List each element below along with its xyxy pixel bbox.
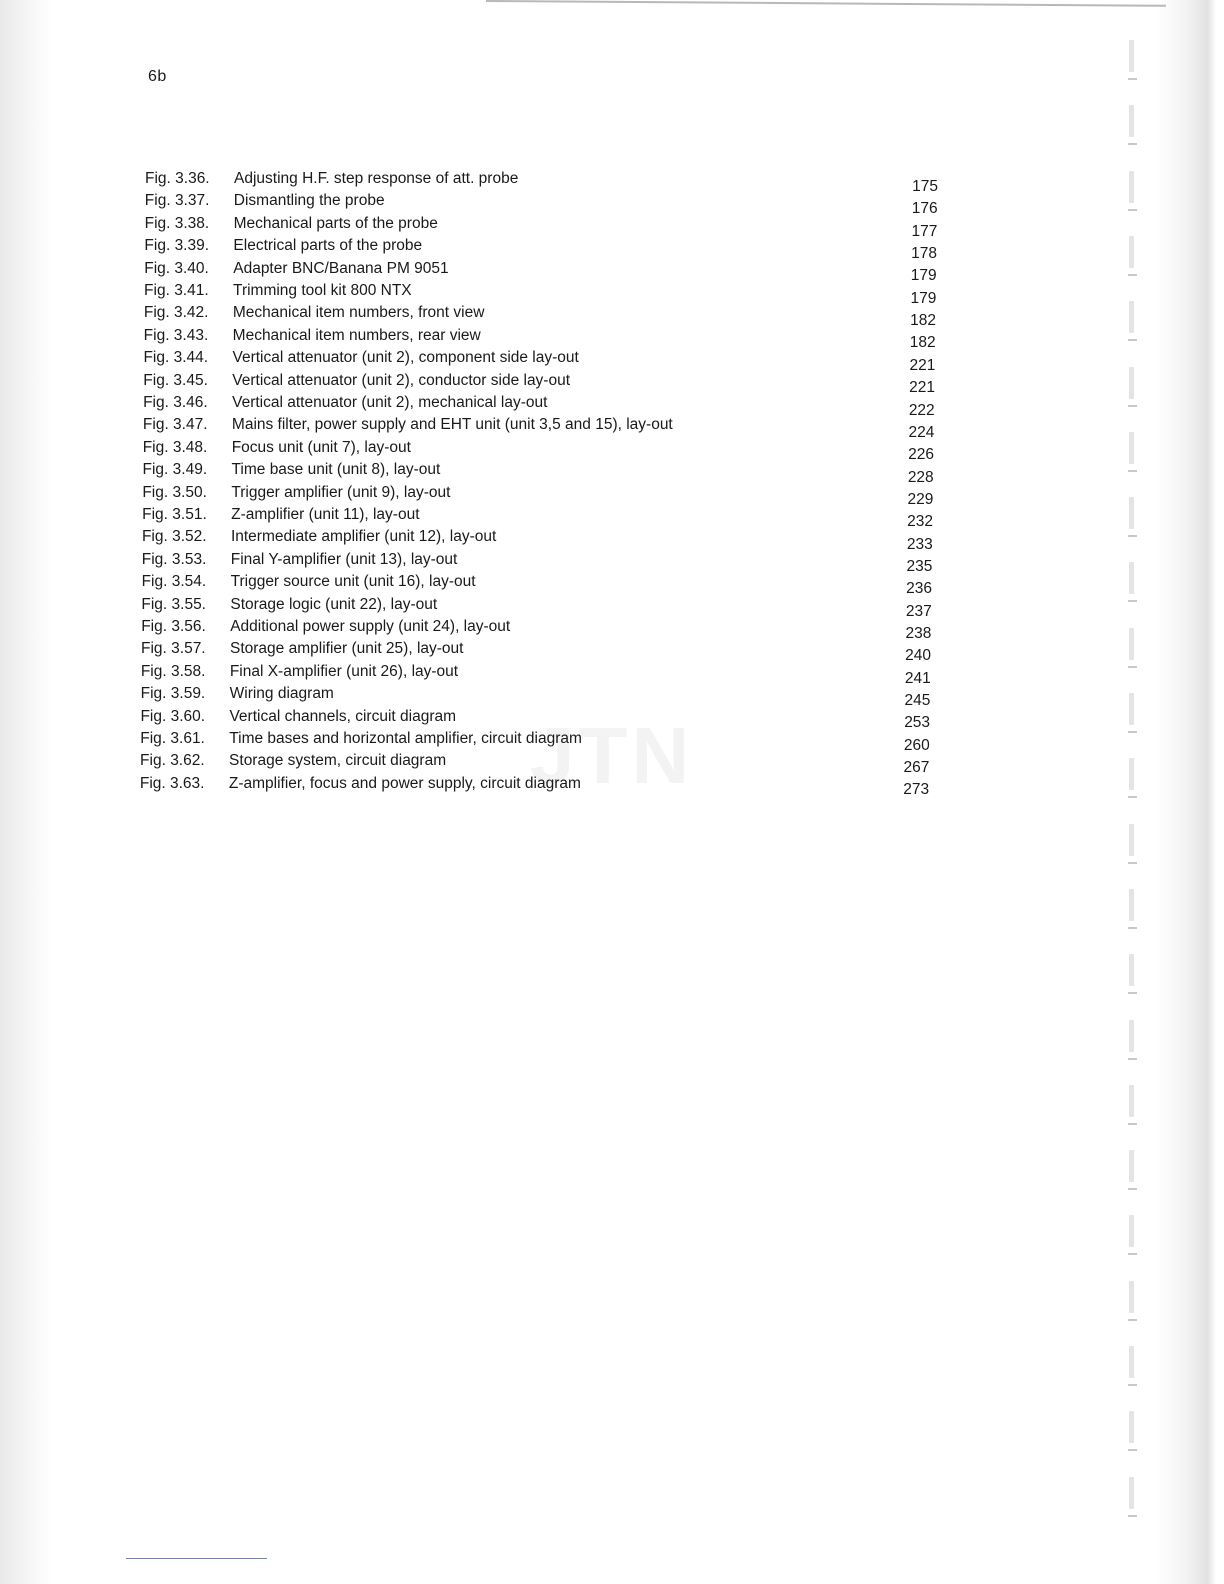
binding-hole-mark bbox=[1122, 171, 1142, 215]
figure-number: Fig. 3.61. bbox=[140, 730, 205, 747]
figure-page-number: 233 bbox=[906, 535, 933, 553]
figure-title: Dismantling the probe bbox=[233, 192, 385, 210]
figure-list-item bbox=[141, 571, 1142, 598]
binding-tick bbox=[1128, 927, 1137, 929]
figure-title: Z-amplifier (unit 11), lay-out bbox=[231, 506, 420, 523]
figure-page-number: 238 bbox=[905, 625, 932, 642]
figure-number: Fig. 3.57. bbox=[141, 640, 206, 658]
binding-hole bbox=[1129, 1281, 1134, 1313]
binding-hole-mark bbox=[1122, 1085, 1142, 1129]
figure-title: Trigger source unit (unit 16), lay-out bbox=[230, 573, 476, 591]
binding-hole bbox=[1129, 628, 1134, 660]
binding-marks bbox=[1122, 40, 1142, 1560]
figure-page-number: 245 bbox=[904, 692, 931, 710]
figure-number: Fig. 3.47. bbox=[142, 416, 208, 434]
binding-tick bbox=[1128, 405, 1137, 407]
figure-number: Fig. 3.44. bbox=[143, 349, 209, 367]
figure-title: Storage system, circuit diagram bbox=[229, 752, 447, 770]
figure-list-item bbox=[144, 280, 1144, 307]
binding-hole-mark bbox=[1122, 1215, 1142, 1259]
watermark: JTN bbox=[530, 711, 694, 800]
binding-hole bbox=[1129, 1215, 1134, 1247]
binding-hole-mark bbox=[1122, 954, 1142, 998]
figure-number: Fig. 3.62. bbox=[140, 752, 205, 770]
figure-page-number: 260 bbox=[903, 736, 930, 754]
figure-page-number: 235 bbox=[906, 557, 933, 575]
binding-hole bbox=[1129, 301, 1134, 333]
figure-page-number: 179 bbox=[910, 289, 937, 307]
binding-hole bbox=[1129, 758, 1134, 790]
binding-hole-mark bbox=[1122, 628, 1142, 672]
binding-tick bbox=[1128, 1515, 1137, 1517]
figure-title: Vertical attenuator (unit 2), conductor side lay-out bbox=[232, 371, 571, 389]
figure-list-item bbox=[144, 258, 1144, 285]
figure-list-item bbox=[141, 526, 1142, 553]
binding-tick bbox=[1128, 1384, 1137, 1386]
figure-list-item bbox=[141, 638, 1141, 665]
figure-page-number: 228 bbox=[907, 468, 934, 486]
binding-hole bbox=[1129, 432, 1134, 464]
footnote-rule bbox=[126, 1558, 267, 1559]
figure-number: Fig. 3.50. bbox=[142, 483, 207, 501]
binding-hole bbox=[1129, 105, 1134, 137]
binding-tick bbox=[1128, 1188, 1137, 1190]
figure-title: Additional power supply (unit 24), lay-out bbox=[230, 618, 511, 635]
figure-list-item bbox=[139, 773, 1140, 799]
binding-hole bbox=[1129, 693, 1134, 725]
figure-page-number: 222 bbox=[908, 401, 935, 419]
figure-number: Fig. 3.46. bbox=[143, 394, 208, 411]
page-edge-shadow-left bbox=[0, 0, 52, 1584]
binding-hole-mark bbox=[1122, 889, 1142, 933]
figure-list-item bbox=[142, 482, 1142, 508]
binding-hole bbox=[1129, 1085, 1134, 1117]
binding-tick bbox=[1128, 78, 1137, 80]
binding-hole-mark bbox=[1122, 562, 1142, 606]
figure-list-item bbox=[142, 459, 1143, 486]
figure-title: Final Y-amplifier (unit 13), lay-out bbox=[230, 550, 458, 568]
figure-number: Fig. 3.54. bbox=[141, 573, 207, 591]
figure-number: Fig. 3.58. bbox=[140, 662, 206, 680]
figure-title: Mechanical item numbers, rear view bbox=[232, 326, 481, 344]
figure-number: Fig. 3.42. bbox=[143, 304, 209, 322]
figure-list-item bbox=[143, 302, 1144, 330]
figure-title: Time bases and horizontal amplifier, circuit diagram bbox=[229, 730, 582, 747]
figure-list-item bbox=[143, 392, 1143, 419]
figure-title: Time base unit (unit 8), lay-out bbox=[231, 461, 441, 479]
binding-hole bbox=[1129, 1346, 1134, 1378]
binding-tick bbox=[1128, 1058, 1137, 1060]
figure-list-item bbox=[143, 347, 1143, 374]
figure-page-number: 253 bbox=[904, 714, 931, 732]
binding-tick bbox=[1128, 992, 1137, 994]
figure-page-number: 232 bbox=[907, 513, 934, 531]
figure-title: Storage amplifier (unit 25), lay-out bbox=[230, 640, 464, 658]
binding-hole bbox=[1129, 824, 1134, 856]
binding-hole bbox=[1129, 1020, 1134, 1052]
figure-title: Mechanical item numbers, front view bbox=[232, 304, 485, 322]
binding-hole-mark bbox=[1122, 1150, 1142, 1194]
binding-tick bbox=[1128, 1449, 1137, 1451]
figure-number: Fig. 3.59. bbox=[140, 685, 206, 703]
figure-number: Fig. 3.48. bbox=[142, 438, 208, 456]
figure-title: Focus unit (unit 7), lay-out bbox=[231, 438, 411, 456]
binding-hole-mark bbox=[1122, 40, 1142, 84]
figure-number: Fig. 3.40. bbox=[144, 259, 209, 277]
figure-list-item bbox=[144, 190, 1145, 218]
binding-hole-mark bbox=[1122, 236, 1142, 280]
figure-title: Vertical channels, circuit diagram bbox=[229, 707, 457, 725]
figure-page-number: 241 bbox=[904, 669, 931, 687]
binding-hole bbox=[1129, 236, 1134, 268]
binding-tick bbox=[1128, 666, 1137, 668]
figure-page-number: 176 bbox=[911, 200, 938, 218]
figure-title: Trimming tool kit 800 NTX bbox=[233, 282, 412, 299]
figure-page-number: 237 bbox=[905, 602, 932, 620]
binding-hole-mark bbox=[1122, 1020, 1142, 1064]
figure-list-item bbox=[142, 437, 1143, 464]
figure-page-number: 229 bbox=[907, 490, 934, 508]
figure-list-item bbox=[143, 370, 1143, 397]
figure-number: Fig. 3.53. bbox=[141, 550, 207, 568]
figure-title: Vertical attenuator (unit 2), mechanical lay-out bbox=[232, 394, 548, 411]
binding-tick bbox=[1128, 274, 1137, 276]
figure-number: Fig. 3.51. bbox=[142, 506, 207, 523]
binding-hole-mark bbox=[1122, 1346, 1142, 1390]
figure-number: Fig. 3.49. bbox=[142, 461, 208, 479]
figure-list-item bbox=[141, 616, 1141, 642]
figure-title: Trigger amplifier (unit 9), lay-out bbox=[231, 483, 451, 501]
figure-page-number: 226 bbox=[908, 446, 935, 464]
binding-hole-mark bbox=[1122, 367, 1142, 411]
figure-title: Wiring diagram bbox=[229, 685, 334, 703]
binding-hole-mark bbox=[1122, 432, 1142, 476]
figure-title: Z-amplifier, focus and power supply, circuit diagram bbox=[228, 774, 581, 792]
binding-tick bbox=[1128, 1319, 1137, 1321]
binding-hole bbox=[1129, 562, 1134, 594]
figure-page-number: 178 bbox=[911, 245, 937, 263]
binding-hole-mark bbox=[1122, 758, 1142, 802]
figure-number: Fig. 3.52. bbox=[141, 528, 207, 546]
figure-number: Fig. 3.38. bbox=[144, 214, 210, 232]
binding-hole-mark bbox=[1122, 824, 1142, 868]
binding-tick bbox=[1128, 1123, 1137, 1125]
binding-tick bbox=[1128, 731, 1137, 733]
figure-number: Fig. 3.37. bbox=[144, 192, 210, 210]
figure-page-number: 179 bbox=[910, 267, 937, 285]
binding-hole-mark bbox=[1122, 693, 1142, 737]
binding-hole-mark bbox=[1122, 1281, 1142, 1325]
page-edge-shadow-right bbox=[1156, 0, 1224, 1584]
figure-page-number: 221 bbox=[909, 379, 936, 397]
binding-hole bbox=[1129, 1411, 1134, 1443]
figure-title: Adjusting H.F. step response of att. probe bbox=[234, 170, 519, 187]
binding-hole-mark bbox=[1122, 497, 1142, 541]
figure-title: Final X-amplifier (unit 26), lay-out bbox=[229, 662, 459, 680]
figure-list-item bbox=[140, 750, 1140, 777]
figure-page-number: 236 bbox=[906, 580, 933, 598]
figure-list-item bbox=[142, 504, 1142, 531]
figure-list-item bbox=[143, 325, 1144, 352]
binding-tick bbox=[1128, 796, 1137, 798]
binding-hole bbox=[1129, 1150, 1134, 1182]
figure-page-number: 221 bbox=[909, 356, 936, 374]
figure-title: Electrical parts of the probe bbox=[233, 237, 423, 255]
figure-number: Fig. 3.60. bbox=[140, 707, 206, 725]
binding-hole bbox=[1129, 40, 1134, 72]
figure-list-item bbox=[140, 728, 1140, 754]
binding-hole bbox=[1129, 954, 1134, 986]
binding-tick bbox=[1128, 862, 1137, 864]
binding-tick bbox=[1128, 470, 1137, 472]
figure-page-number: 267 bbox=[903, 759, 930, 777]
binding-tick bbox=[1128, 143, 1137, 145]
binding-hole bbox=[1129, 497, 1134, 529]
figure-number: Fig. 3.55. bbox=[141, 595, 206, 613]
figure-list-item bbox=[144, 213, 1145, 240]
figure-number: Fig. 3.63. bbox=[139, 774, 205, 792]
figure-number: Fig. 3.45. bbox=[143, 371, 208, 389]
page-number: 6b bbox=[148, 68, 167, 85]
figure-page-number: 273 bbox=[903, 781, 930, 799]
figure-number: Fig. 3.56. bbox=[141, 618, 206, 635]
binding-hole-mark bbox=[1122, 1411, 1142, 1455]
binding-tick bbox=[1128, 1253, 1137, 1255]
figure-list-item bbox=[140, 706, 1140, 732]
figure-page-number: 177 bbox=[911, 222, 938, 240]
figure-title: Mains filter, power supply and EHT unit (unit 3,5 and 15), lay-out bbox=[231, 416, 673, 434]
binding-hole bbox=[1129, 171, 1134, 203]
binding-hole bbox=[1129, 889, 1134, 921]
figure-page-number: 182 bbox=[909, 334, 936, 352]
figure-list-item bbox=[144, 235, 1144, 263]
figure-page-number: 224 bbox=[908, 423, 935, 441]
figure-page-number: 182 bbox=[910, 312, 937, 330]
binding-tick bbox=[1128, 535, 1137, 537]
figure-list-item bbox=[140, 661, 1141, 687]
figure-page-number: 240 bbox=[905, 647, 932, 665]
figure-title: Vertical attenuator (unit 2), component side lay-out bbox=[232, 349, 579, 367]
figure-page-number: 175 bbox=[912, 178, 938, 195]
binding-hole-mark bbox=[1122, 1477, 1142, 1521]
figure-list-item bbox=[145, 168, 1145, 195]
binding-tick bbox=[1128, 209, 1137, 211]
figure-number: Fig. 3.41. bbox=[144, 282, 209, 299]
figure-list-item bbox=[141, 594, 1141, 620]
figure-title: Adapter BNC/Banana PM 9051 bbox=[233, 259, 449, 277]
binding-hole bbox=[1129, 367, 1134, 399]
figure-list-item bbox=[140, 683, 1141, 710]
figure-title: Mechanical parts of the probe bbox=[233, 214, 438, 232]
figure-title: Storage logic (unit 22), lay-out bbox=[230, 595, 438, 613]
figure-title: Intermediate amplifier (unit 12), lay-out bbox=[230, 528, 497, 546]
figure-number: Fig. 3.39. bbox=[144, 237, 210, 255]
top-rule bbox=[486, 0, 1166, 7]
binding-hole-mark bbox=[1122, 105, 1142, 149]
figure-list-item bbox=[141, 549, 1142, 575]
binding-tick bbox=[1128, 600, 1137, 602]
figure-number: Fig. 3.43. bbox=[143, 326, 209, 344]
figure-number: Fig. 3.36. bbox=[145, 170, 210, 187]
binding-tick bbox=[1128, 339, 1137, 341]
binding-hole bbox=[1129, 1477, 1134, 1509]
binding-hole-mark bbox=[1122, 301, 1142, 345]
figure-list-item bbox=[142, 414, 1143, 441]
